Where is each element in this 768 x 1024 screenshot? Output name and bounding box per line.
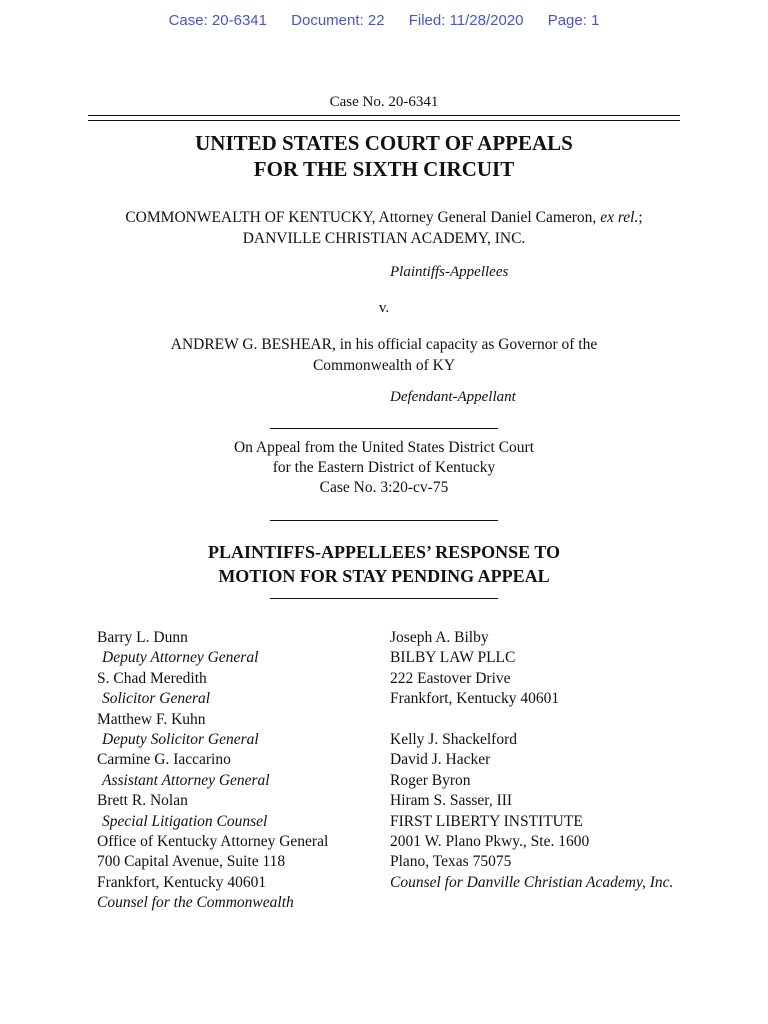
counsel-line: Roger Byron	[390, 771, 471, 789]
counsel-line: Frankfort, Kentucky 40601	[97, 873, 267, 891]
counsel-line: Matthew F. Kuhn	[97, 710, 206, 728]
document-title	[0, 540, 768, 588]
counsel-note: Counsel for the Commonwealth	[97, 894, 294, 912]
counsel-line: Brett R. Nolan	[97, 792, 188, 810]
counsel-line: FIRST LIBERTY INSTITUTE	[390, 812, 583, 830]
appeal-line-2: for the Eastern District of Kentucky	[272, 459, 496, 476]
plaintiffs-text-b: ; DANVILLE CHRISTIAN ACADEMY, INC.	[242, 209, 643, 247]
counsel-line: David J. Hacker	[390, 751, 491, 769]
versus: v.	[378, 300, 390, 316]
defendant-role: Defendant-Appellant	[390, 389, 516, 405]
counsel-line: Plano, Texas 75075	[390, 853, 512, 871]
plaintiffs	[0, 207, 768, 249]
counsel-line: Joseph A. Bilby	[390, 629, 489, 646]
counsel-line: Carmine G. Iaccarino	[97, 751, 231, 769]
top-rule-2	[88, 120, 680, 121]
ecf-header	[0, 12, 768, 29]
counsel-line: 222 Eastover Drive	[390, 669, 511, 687]
counsel-title: Deputy Solicitor General	[102, 731, 259, 749]
appeal-line-3: Case No. 3:20-cv-75	[319, 479, 449, 496]
appeal-line-1: On Appeal from the United States District Court	[233, 439, 535, 456]
counsel-line: 2001 W. Plano Pkwy., Ste. 1600	[390, 833, 590, 851]
counsel-line: Office of Kentucky Attorney General	[97, 833, 329, 851]
defendant-line-1: ANDREW G. BESHEAR, in his official capacity as Governor of the	[170, 336, 598, 353]
counsel-title: Deputy Attorney General	[102, 649, 259, 667]
header-case: Case: 20-6341	[168, 12, 267, 29]
counsel-line: Barry L. Dunn	[97, 629, 188, 646]
counsel-line: 700 Capital Avenue, Suite 118	[97, 853, 286, 871]
counsel-line: BILBY LAW PLLC	[390, 649, 516, 667]
plaintiffs-ex-rel: ex rel.	[600, 209, 639, 226]
title-line-2: MOTION FOR STAY PENDING APPEAL	[218, 566, 550, 586]
case-number: Case No. 20-6341	[329, 94, 439, 110]
counsel-title: Solicitor General	[102, 690, 211, 708]
spacer	[390, 710, 673, 730]
counsel-title: Assistant Attorney General	[102, 771, 270, 789]
divider	[270, 520, 498, 521]
counsel-line: Frankfort, Kentucky 40601	[390, 690, 560, 708]
court-line-1: UNITED STATES COURT OF APPEALS	[195, 131, 573, 155]
counsel-left-block	[97, 628, 328, 914]
divider	[270, 598, 498, 599]
divider	[270, 428, 498, 429]
counsel-line: Kelly J. Shackelford	[390, 731, 517, 749]
counsel-line: S. Chad Meredith	[97, 669, 207, 687]
counsel-note: Counsel for Danville Christian Academy, Inc.	[390, 873, 674, 891]
header-document: Document: 22	[291, 12, 385, 29]
appeal-info	[0, 438, 768, 498]
plaintiffs-text-a: COMMONWEALTH OF KENTUCKY, Attorney General Daniel Cameron,	[125, 209, 601, 226]
header-filed: Filed: 11/28/2020	[408, 12, 524, 29]
title-line-1: PLAINTIFFS-APPELLEES’ RESPONSE TO	[207, 542, 561, 562]
defendant	[0, 334, 768, 376]
counsel-title: Special Litigation Counsel	[102, 812, 268, 830]
header-page: Page: 1	[547, 12, 600, 29]
plaintiffs-role: Plaintiffs-Appellees	[390, 264, 509, 280]
court-name	[0, 130, 768, 182]
court-line-2: FOR THE SIXTH CIRCUIT	[253, 157, 515, 181]
counsel-line: Hiram S. Sasser, III	[390, 792, 513, 810]
counsel-right-block	[390, 628, 673, 893]
defendant-line-2: Commonwealth of KY	[312, 357, 456, 374]
top-rule-1	[88, 115, 680, 116]
